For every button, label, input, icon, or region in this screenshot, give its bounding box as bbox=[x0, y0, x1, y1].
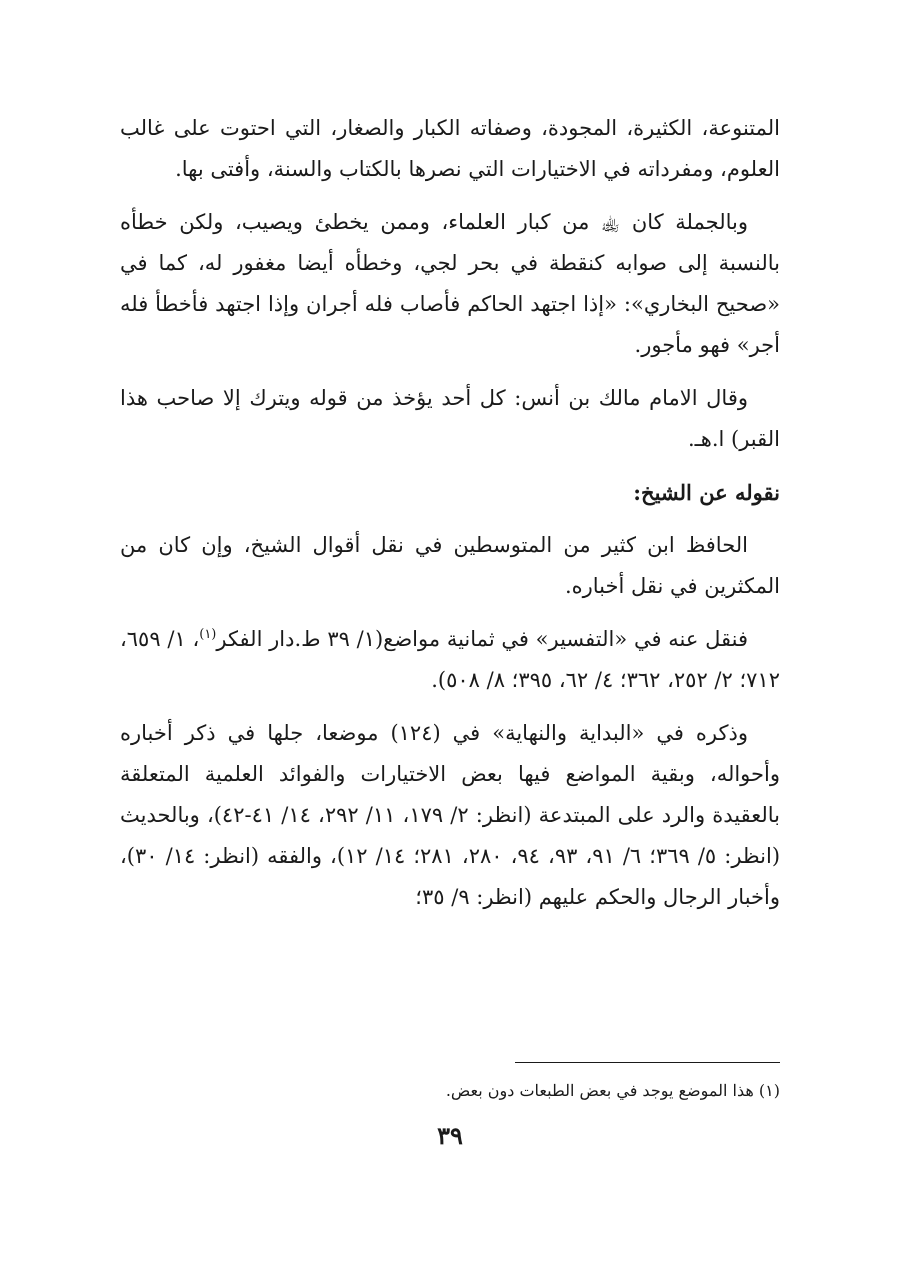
body-text bbox=[120, 108, 780, 930]
page-number: ٣٩ bbox=[437, 1121, 463, 1150]
footnote-marker: (١) bbox=[199, 627, 217, 642]
paragraph-3: وقال الامام مالك بن أنس: كل أحد يؤخذ من قوله ويترك إلا صاحب هذا القبر) ا.هـ. bbox=[120, 386, 780, 451]
paragraph-5-start: فنقل عنه في «التفسير» في ثمانية مواضع(١/ ٣٩ ط.دار الفكر bbox=[216, 627, 748, 651]
paragraph-4: الحافظ ابن كثير من المتوسطين في نقل أقوال الشيخ، وإن كان من المكثرين في نقل أخباره. bbox=[120, 533, 780, 598]
footnote-divider bbox=[515, 1062, 780, 1063]
paragraph-6: وذكره في «البداية والنهاية» في (١٢٤) موضعا، جلها في ذكر أخباره وأحواله، وبقية المواضع فيها بعض الاختيارات والفوائد العلمية المتعلقة بالعقيدة والرد على المبتدعة (انظر: ٢/ ١٧٩، ١١/ ٢٩٢، ١٤/ ٤١-٤٢)، وبالحديث (انظر: ٥/ ٣٦٩؛ ٦/ ٩١، ٩٣، ٩٤، ٢٨٠، ٢٨١؛ ١٤/ ١٢)، والفقه (انظر: ١٤/ ٣٠)، وأخبار الرجال والحكم عليهم (انظر: ٩/ ٣٥؛ bbox=[120, 721, 781, 909]
section-heading: نقوله عن الشيخ: bbox=[633, 480, 780, 505]
paragraph-2: وبالجملة كان ﵀ من كبار العلماء، وممن يخطئ ويصيب، ولكن خطأه بالنسبة إلى صوابه كنقطة في بحر لجي، وخطأه أيضا مغفور له، كما في «صحيح البخاري»: «إذا اجتهد الحاكم فأصاب فله أجران وإذا اجتهد فأخطأ فله أجر» فهو مأجور. bbox=[120, 210, 780, 357]
paragraph-5 bbox=[120, 619, 780, 701]
paragraph-1: المتنوعة، الكثيرة، المجودة، وصفاته الكبار والصغار، التي احتوت على غالب العلوم، ومفرداته في الاختيارات التي نصرها بالكتاب والسنة، وأفتى بها. bbox=[120, 116, 780, 181]
footnote: (١) هذا الموضع يوجد في بعض الطبعات دون بعض. bbox=[445, 1081, 780, 1100]
paragraph-5-end: ، ١/ ٦٥٩، ٧١٢؛ ٢/ ٢٥٢، ٣٦٢؛ ٤/ ٦٢، ٣٩٥؛ ٨/ ٥٠٨). bbox=[120, 627, 780, 692]
